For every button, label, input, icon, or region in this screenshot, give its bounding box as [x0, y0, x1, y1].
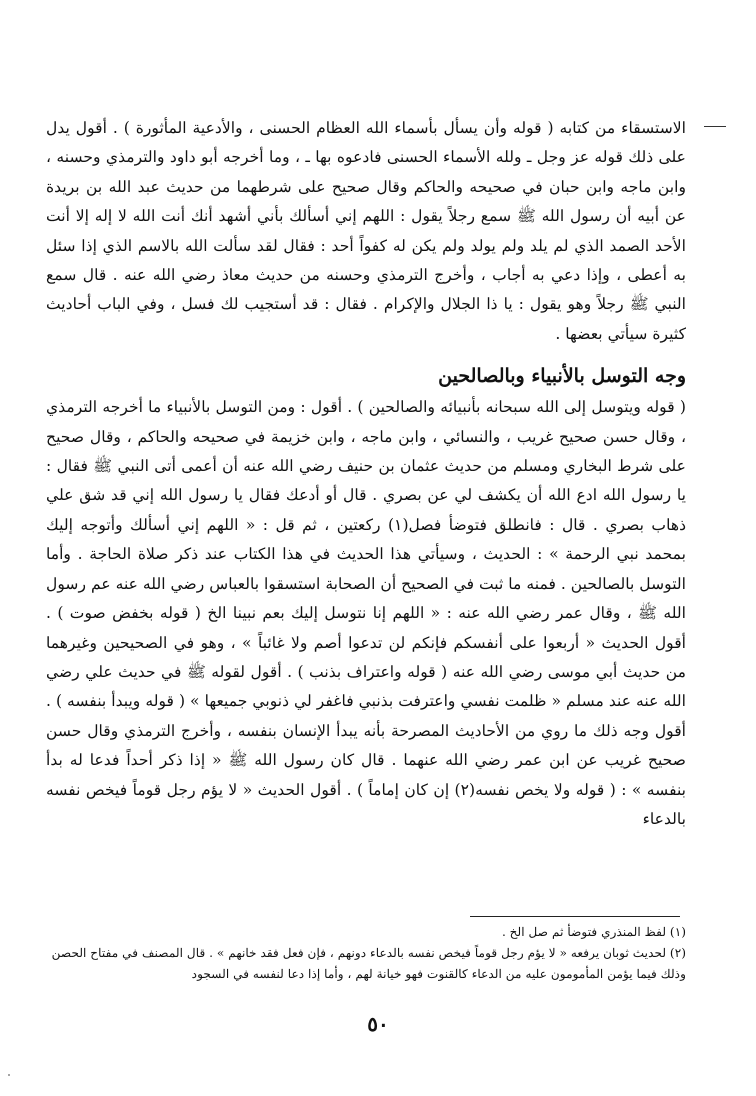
main-text: [46, 114, 686, 834]
margin-mark: [704, 126, 726, 127]
footnote-2: (٢) لحديث ثوبان يرفعه « لا يؤم رجل قوماً فيخص نفسه بالدعاء دونهم ، فإن فعل فقد خانهم » . قال المصنف في مفتاح الحصن وذلك فيما يؤمن المأمومون عليه من الدعاء كالقنوت فهو خيانة لهم ، وأما إذا دعا لنفسه في السجود: [51, 946, 686, 981]
scan-artifact-dot: [8, 1074, 10, 1076]
paragraph-intro: الاستسقاء من كتابه ( قوله وأن يسأل بأسماء الله العظام الحسنى ، والأدعية المأثورة ) . أقول يدل على ذلك قوله عز وجل ـ ولله الأسماء الحسنى فادعوه بها ـ ، وما أخرجه أبو داود والترمذي وحسنه ، وابن ماجه وابن حبان في صحيحه والحاكم وقال صحيح على شرطهما من حديث عبد الله بن بريدة عن أبيه أن رسول الله ﷺ سمع رجلاً يقول : اللهم إني أسألك بأني أشهد أنك أنت الله لا إله إلا أنت الأحد الصمد الذي لم يلد ولم يولد ولم يكن له كفواً أحد : فقال لقد سألت الله بالاسم الذي إذا سئل به أعطى ، وإذا دعي به أجاب ، وأخرج الترمذي وحسنه من حديث معاذ رضي الله عنه . قال سمع النبي ﷺ رجلاً وهو يقول : يا ذا الجلال والإكرام . فقال : قد أستجيب لك فسل ، وفي الباب أحاديث كثيرة سيأتي بعضها .: [46, 119, 686, 343]
section-heading: وجه التوسل بالأنبياء وبالصالحين: [438, 365, 686, 388]
footnote-1: (١) لفظ المنذري فتوضأ ثم صل الخ .: [501, 925, 686, 939]
page-number: ٥٠: [367, 1012, 389, 1036]
paragraph-tawassul: ( قوله ويتوسل إلى الله سبحانه بأنبيائه والصالحين ) . أقول : ومن التوسل بالأنبياء ما أخرجه الترمذي ، وقال حسن صحيح غريب ، والنسائي ، وابن ماجه ، وابن خزيمة في صحيحه والحاكم ، وقال صحيح على شرط البخاري ومسلم من حديث عثمان بن حنيف رضي الله عنه أن أعمى أتى النبي ﷺ فقال : يا رسول الله ادع الله أن يكشف لي عن بصري . قال أو أدعك فقال يا رسول الله إني قد شق علي ذهاب بصري . قال : فانطلق فتوضأ فصل(١) ركعتين ، ثم قل : « اللهم إني أسألك وأتوجه إليك بمحمد نبي الرحمة » : الحديث ، وسيأتي هذا الحديث في هذا الكتاب عند ذكر صلاة الحاجة . وأما التوسل بالصالحين . فمنه ما ثبت في الصحيح أن الصحابة استسقوا بالعباس رضي الله عنه عم رسول الله ﷺ ، وقال عمر رضي الله عنه : « اللهم إنا نتوسل إليك بعم نبينا الخ ( قوله بخفض صوت ) . أقول الحديث « أربعوا على أنفسكم فإنكم لن تدعوا أصم ولا غائباً » ، وهو في الصحيحين وغيرهما من حديث أبي موسى رضي الله عنه ( قوله واعتراف بذنب ) . أقول لقوله ﷺ في حديث علي رضي الله عنه عند مسلم « ظلمت نفسي واعترفت بذنبي فاغفر لي ذنوبي جميعها » ( قوله ويبدأ بنفسه ) . أقول وجه ذلك ما روي من الأحاديث المصرحة بأنه يبدأ الإنسان بنفسه ، وأخرج الترمذي وقال حسن صحيح غريب عن ابن عمر رضي الله عنهما . قال كان رسول الله ﷺ « إذا ذكر أحداً فدعا له بدأ بنفسه » : ( قوله ولا يخص نفسه(٢) إن كان إماماً ) . أقول الحديث « لا يؤم رجل قوماً فيخص نفسه بالدعاء: [46, 398, 687, 828]
footnotes: [46, 922, 686, 985]
footnote-divider: [470, 916, 680, 917]
